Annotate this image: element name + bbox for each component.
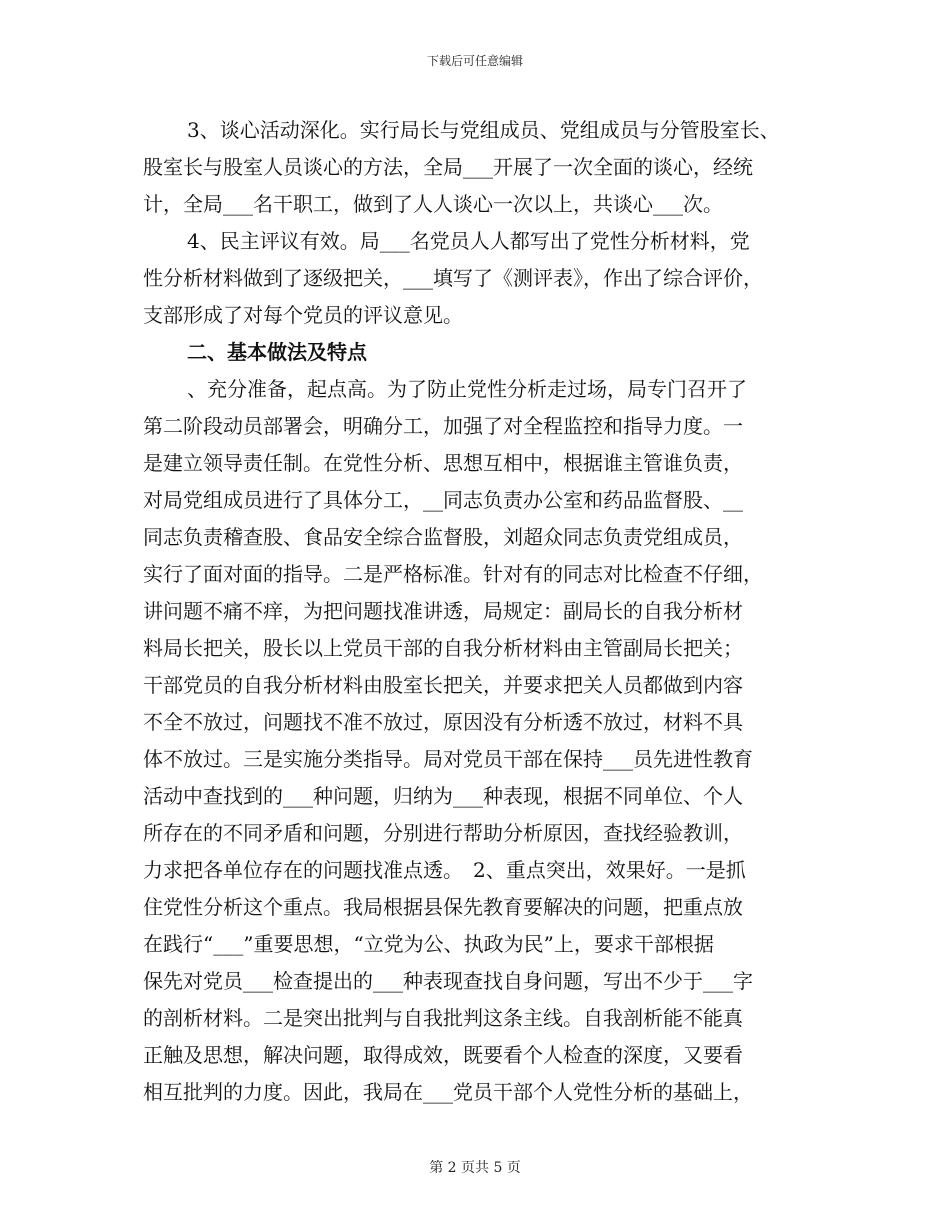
- paragraph-line: 对局党组成员进行了具体分工，__同志负责办公室和药品监督股、__: [143, 488, 743, 512]
- paragraph-line: 体不放过。三是实施分类指导。局对党员干部在保持___员先进性教育: [143, 747, 753, 771]
- paragraph-line: 性分析材料做到了逐级把关，___填写了《测评表》，作出了综合评价，: [143, 266, 763, 290]
- paragraph-line: 保先对党员___检查提出的___种表现查找自身问题，写出不少于___字: [143, 969, 753, 993]
- document-body: [143, 112, 808, 1111]
- paragraph-line: 在践行“___”重要思想，“立党为公、执政为民”上，要求干部根据: [143, 932, 714, 956]
- paragraph-line: 的剖析材料。二是突出批判与自我批判这条主线。自我剖析能不能真: [143, 1006, 743, 1030]
- paragraph-line: 3、谈心活动深化。实行局长与党组成员、党组成员与分管股室长、: [187, 118, 780, 142]
- paragraph-line: 4、民主评议有效。局___名党员人人都写出了党性分析材料，党: [187, 229, 750, 253]
- paragraph-line: 讲问题不痛不痒，为把问题找准讲透，局规定：副局长的自我分析材: [143, 599, 743, 623]
- paragraph-line: 计，全局___名干职工，做到了人人谈心一次以上，共谈心___次。: [143, 192, 723, 216]
- paragraph-line: 同志负责稽查股、食品安全综合监督股，刘超众同志负责党组成员，: [143, 525, 743, 549]
- paragraph-line: 住党性分析这个重点。我局根据县保先教育要解决的问题，把重点放: [143, 895, 743, 919]
- paragraph-line: 正触及思想，解决问题，取得成效，既要看个人检查的深度，又要看: [143, 1043, 743, 1067]
- paragraph-line: 支部形成了对每个党员的评议意见。: [143, 303, 463, 327]
- paragraph-line: 股室长与股室人员谈心的方法，全局___开展了一次全面的谈心，经统: [143, 155, 753, 179]
- paragraph-line: 干部党员的自我分析材料由股室长把关，并要求把关人员都做到内容: [143, 673, 743, 697]
- paragraph-line: 相互批判的力度。因此，我局在___党员干部个人党性分析的基础上，: [143, 1080, 753, 1104]
- paragraph-line: 实行了面对面的指导。二是严格标准。针对有的同志对比检查不仔细，: [143, 562, 763, 586]
- paragraph-line: 第二阶段动员部署会，明确分工，加强了对全程监控和指导力度。一: [143, 414, 743, 438]
- page-header: 下载后可任意编辑: [426, 54, 523, 68]
- paragraph-line: 不全不放过，问题找不准不放过，原因没有分析透不放过，材料不具: [143, 710, 743, 734]
- page-number: 第 2 页共 5 页: [429, 1160, 521, 1176]
- paragraph-line: 是建立领导责任制。在党性分析、思想互相中，根据谁主管谁负责，: [143, 451, 743, 475]
- paragraph-line: 力求把各单位存在的问题找准点透。 2、重点突出，效果好。一是抓: [143, 858, 746, 882]
- paragraph-line: 活动中查找到的___种问题，归纳为___种表现，根据不同单位、个人: [143, 784, 743, 808]
- section-heading: 二、基本做法及特点: [187, 340, 367, 364]
- paragraph-line: 、充分准备，起点高。为了防止党性分析走过场，局专门召开了: [187, 377, 747, 401]
- paragraph-line: 所存在的不同矛盾和问题，分别进行帮助分析原因，查找经验教训，: [143, 821, 743, 845]
- paragraph-line: 料局长把关，股长以上党员干部的自我分析材料由主管副局长把关；: [143, 636, 743, 660]
